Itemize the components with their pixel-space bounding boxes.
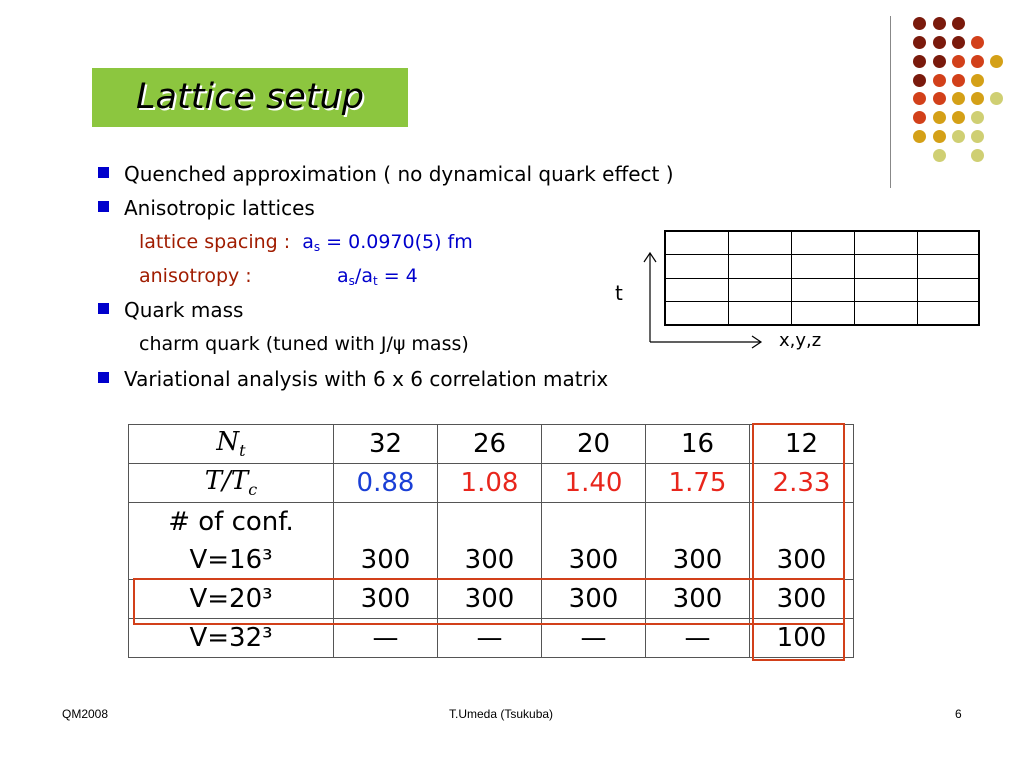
table-cell: 12: [750, 425, 854, 464]
footer-center: T.Umeda (Tsukuba): [449, 707, 554, 721]
decor-dot: [952, 74, 965, 87]
sub-charm-quark: charm quark (tuned with J/ψ mass): [139, 333, 469, 355]
t-axis-label: t: [615, 281, 623, 305]
title-box: [92, 68, 408, 127]
bullet-anisotropic: Anisotropic lattices: [124, 196, 315, 220]
decor-dot: [933, 149, 946, 162]
slide-title: Lattice setup: [136, 77, 364, 117]
table-cell: 32: [334, 425, 438, 464]
footer-left: QM2008: [62, 707, 109, 721]
decor-dot: [913, 74, 926, 87]
table-cell: 300: [646, 580, 750, 619]
table-cell: 300: [646, 541, 750, 580]
table-cell: —: [438, 619, 542, 658]
table-cell: 300: [750, 541, 854, 580]
decor-dot: [971, 111, 984, 124]
t-tc-header: $T/T_c$: [129, 464, 334, 503]
decor-dot: [913, 92, 926, 105]
decor-dot: [952, 17, 965, 30]
decor-dot: [952, 92, 965, 105]
table-cell: V=16³: [129, 541, 334, 580]
decor-dot: [913, 55, 926, 68]
divider: [890, 16, 891, 188]
table-cell: V=32³: [129, 619, 334, 658]
decor-dot: [952, 130, 965, 143]
table-cell: —: [542, 619, 646, 658]
decor-dot: [933, 111, 946, 124]
decor-dot: [971, 92, 984, 105]
bullet-square-icon: [98, 167, 109, 178]
table-cell: —: [646, 619, 750, 658]
decor-dot: [971, 74, 984, 87]
table-row: [129, 503, 854, 542]
bullet-variational: Variational analysis with 6 x 6 correlation matrix: [124, 367, 609, 391]
decor-dot: [952, 111, 965, 124]
decor-dot: [933, 92, 946, 105]
decor-dot: [952, 55, 965, 68]
anisotropy-label: anisotropy :: [139, 265, 252, 287]
nt-header: $N_t$: [129, 425, 334, 464]
decor-dot: [990, 92, 1003, 105]
decor-dot: [990, 55, 1003, 68]
table-cell: 1.08: [438, 464, 542, 503]
table-cell: 20: [542, 425, 646, 464]
decor-dot: [971, 130, 984, 143]
anisotropy-value: $a_s/a_t = 4$: [337, 265, 418, 288]
table-cell: 16: [646, 425, 750, 464]
table-cell: 300: [750, 580, 854, 619]
decor-dot: [971, 55, 984, 68]
lattice-grid: [664, 230, 980, 326]
table-cell: 300: [542, 580, 646, 619]
lattice-spacing-value: $a_s = 0.0970(5)$ fm: [302, 231, 473, 254]
table-cell: 1.40: [542, 464, 646, 503]
table-cell: 300: [334, 580, 438, 619]
decor-dot: [933, 74, 946, 87]
decor-dot: [933, 17, 946, 30]
table-cell: V=20³: [129, 580, 334, 619]
table-cell: 2.33: [750, 464, 854, 503]
bullet-square-icon: [98, 201, 109, 212]
table-cell: 300: [438, 541, 542, 580]
decor-dot: [933, 130, 946, 143]
table-cell: 300: [334, 541, 438, 580]
highlight-row-v20: [133, 578, 845, 625]
sub-lattice-spacing: [139, 229, 473, 260]
decor-dot: [913, 17, 926, 30]
highlight-column-nt12: [752, 423, 845, 661]
table-row: [129, 541, 854, 580]
table-row: [129, 464, 854, 503]
bullet-quenched: Quenched approximation ( no dynamical quark effect ): [124, 162, 674, 186]
decor-dot: [971, 36, 984, 49]
decor-dot: [971, 149, 984, 162]
decor-dot: [913, 36, 926, 49]
footer-page-number: 6: [955, 707, 962, 721]
bullet-square-icon: [98, 372, 109, 383]
table-cell: 1.75: [646, 464, 750, 503]
table-cell: 100: [750, 619, 854, 658]
table-cell: 0.88: [334, 464, 438, 503]
table-cell: 300: [542, 541, 646, 580]
table-row: [129, 425, 854, 464]
decor-dot: [913, 111, 926, 124]
lattice-spacing-label: lattice spacing :: [139, 231, 291, 253]
decor-dot: [933, 55, 946, 68]
conf-header: # of conf.: [129, 503, 334, 542]
decor-dot: [913, 130, 926, 143]
table-cell: —: [334, 619, 438, 658]
sub-anisotropy: [139, 263, 252, 289]
bullet-square-icon: [98, 303, 109, 314]
decor-dot: [952, 36, 965, 49]
table-cell: 26: [438, 425, 542, 464]
decor-dot: [933, 36, 946, 49]
x-axis-label: x,y,z: [779, 330, 822, 351]
bullet-quark-mass: Quark mass: [124, 298, 244, 322]
table-cell: 300: [438, 580, 542, 619]
